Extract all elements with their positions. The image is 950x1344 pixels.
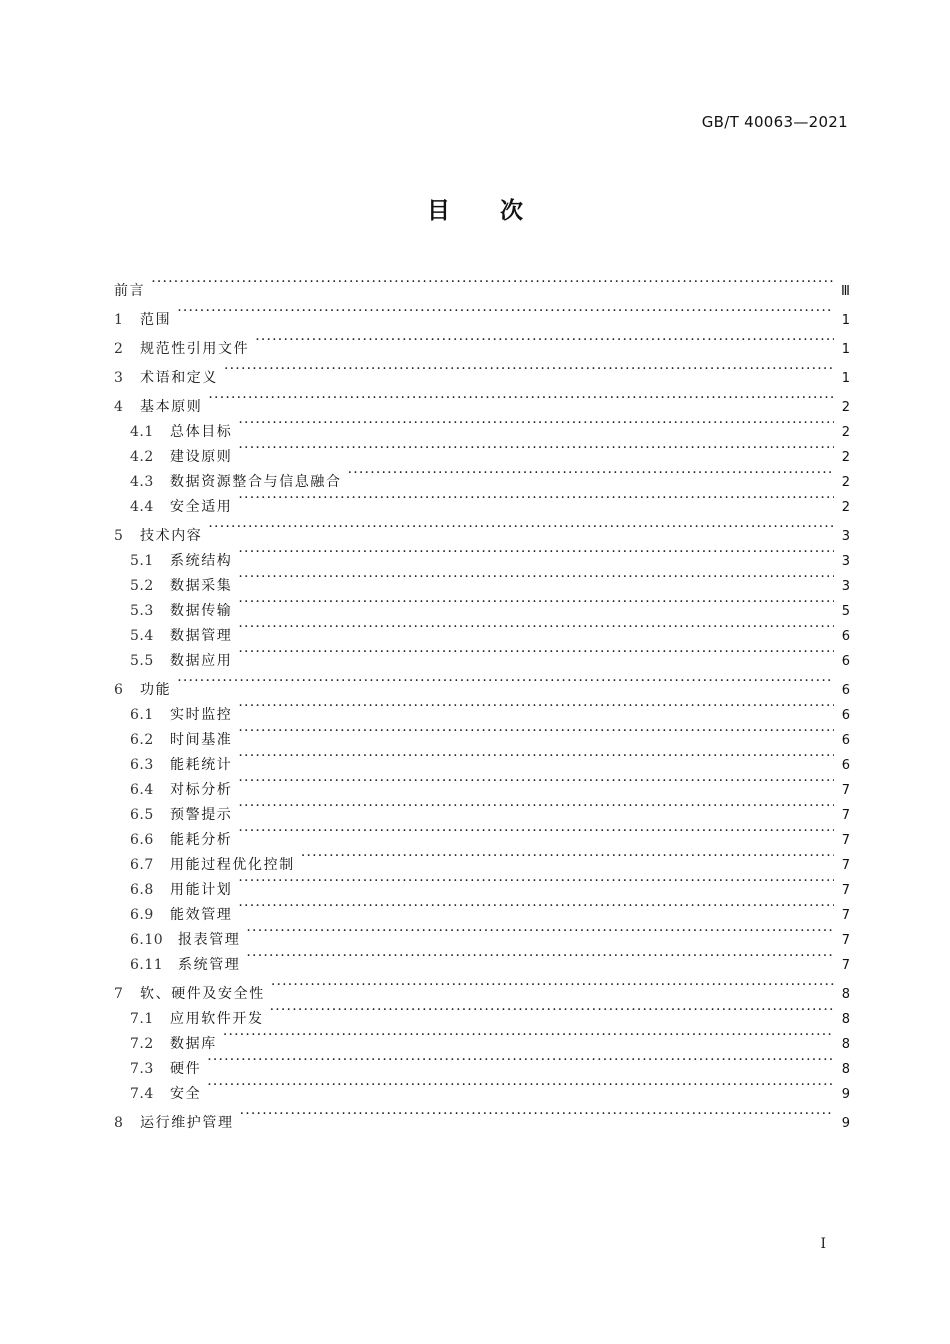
- toc-entry[interactable]: [114, 1023, 850, 1052]
- dot-leader: [240, 1102, 834, 1127]
- toc-entry-page: 7: [841, 808, 850, 823]
- toc-entry-number: 3: [114, 370, 124, 386]
- toc-entry-title: 能耗分析: [170, 832, 233, 848]
- toc-entry-page: 2: [841, 450, 850, 465]
- dot-leader: [223, 1023, 834, 1048]
- toc-entry-title: 用能过程优化控制: [170, 857, 295, 873]
- dot-leader: [238, 411, 834, 436]
- dot-leader: [238, 640, 834, 665]
- dot-leader: [238, 819, 834, 844]
- toc-entry-title: 建设原则: [170, 449, 233, 465]
- dot-leader: [224, 357, 834, 382]
- toc-entry-page: 5: [841, 604, 850, 619]
- toc-entry[interactable]: [114, 299, 850, 328]
- toc-entry-number: 8: [114, 1115, 124, 1131]
- toc-entry-title: 硬件: [170, 1061, 202, 1077]
- dot-leader: [270, 998, 834, 1023]
- dot-leader: [238, 694, 834, 719]
- toc-entry-number: 5.3: [130, 603, 154, 619]
- toc-entry-number: 5.2: [130, 578, 154, 594]
- toc-entry[interactable]: [114, 540, 850, 569]
- toc-entry-number: 5.5: [130, 653, 154, 669]
- dot-leader: [301, 844, 834, 869]
- toc-entry[interactable]: [114, 270, 850, 299]
- dot-leader: [238, 486, 834, 511]
- toc-entry-page: 6: [841, 654, 850, 669]
- toc-entry-title: 预警提示: [170, 807, 233, 823]
- toc-entry-number: 4.4: [130, 499, 154, 515]
- toc-entry-number: 6.11: [130, 957, 164, 973]
- dot-leader: [238, 744, 834, 769]
- dot-leader: [177, 669, 834, 694]
- toc-entry-page: 7: [841, 858, 850, 873]
- toc-entry-page: 3: [841, 529, 850, 544]
- dot-leader: [238, 590, 834, 615]
- toc-entry-title: 数据资源整合与信息融合: [170, 474, 342, 490]
- toc-entry-page: 6: [841, 708, 850, 723]
- dot-leader: [238, 540, 834, 565]
- toc-entry[interactable]: [114, 1073, 850, 1102]
- toc-entry-title: 软、硬件及安全性: [140, 986, 265, 1002]
- toc-entry-number: 7.3: [130, 1061, 154, 1077]
- toc-entry-page: 7: [841, 933, 850, 948]
- toc-entry-number: 4.1: [130, 424, 154, 440]
- toc-entry-number: 6.9: [130, 907, 154, 923]
- toc-entry-title: 功能: [140, 682, 172, 698]
- toc-entry-page: 7: [841, 833, 850, 848]
- toc-entry-page: 7: [841, 958, 850, 973]
- toc-entry-number: 4.2: [130, 449, 154, 465]
- toc-entry-page: 8: [841, 1037, 850, 1052]
- toc-entry-title: 对标分析: [170, 782, 233, 798]
- toc-entry-page: Ⅲ: [841, 284, 850, 299]
- toc-entry-number: 6.1: [130, 707, 154, 723]
- toc-entry-title: 报表管理: [178, 932, 241, 948]
- toc-entry-title: 数据传输: [170, 603, 233, 619]
- toc-entry-number: 6.3: [130, 757, 154, 773]
- toc-entry-page: 7: [841, 783, 850, 798]
- toc-entry-number: 6.7: [130, 857, 154, 873]
- toc-entry-number: 6.2: [130, 732, 154, 748]
- dot-leader: [238, 794, 834, 819]
- toc-entry-page: 9: [841, 1087, 850, 1102]
- dot-leader: [238, 436, 834, 461]
- toc-entry-number: 5: [114, 528, 124, 544]
- toc-entry-page: 6: [841, 733, 850, 748]
- toc-entry-number: 4: [114, 399, 124, 415]
- toc-entry-title: 总体目标: [170, 424, 233, 440]
- dot-leader: [238, 894, 834, 919]
- toc-entry-number: 6.8: [130, 882, 154, 898]
- toc-entry-number: 4.3: [130, 474, 154, 490]
- toc-entry-title: 实时监控: [170, 707, 233, 723]
- table-of-contents: [114, 270, 850, 1131]
- toc-entry[interactable]: [114, 515, 850, 544]
- toc-entry[interactable]: [114, 357, 850, 386]
- toc-entry[interactable]: [114, 1048, 850, 1077]
- dot-leader: [151, 270, 834, 295]
- toc-entry-title: 数据应用: [170, 653, 233, 669]
- toc-entry-title: 前言: [114, 283, 146, 299]
- page-title: 目次: [427, 198, 573, 224]
- toc-entry-title: 运行维护管理: [140, 1115, 234, 1131]
- toc-entry-number: 1: [114, 312, 124, 328]
- toc-entry-title: 技术内容: [140, 528, 203, 544]
- toc-entry-page: 1: [841, 313, 850, 328]
- dot-leader: [238, 615, 834, 640]
- toc-entry-page: 2: [841, 400, 850, 415]
- toc-entry-title: 基本原则: [140, 399, 203, 415]
- dot-leader: [271, 973, 834, 998]
- footer-page-number: Ⅰ: [820, 1236, 826, 1252]
- toc-entry-number: 5.4: [130, 628, 154, 644]
- toc-entry-title: 安全: [170, 1086, 202, 1102]
- toc-entry-title: 范围: [140, 312, 172, 328]
- toc-entry[interactable]: [114, 694, 850, 723]
- toc-entry-page: 6: [841, 683, 850, 698]
- toc-entry-title: 数据管理: [170, 628, 233, 644]
- toc-entry-page: 9: [841, 1116, 850, 1131]
- toc-entry-page: 8: [841, 1012, 850, 1027]
- toc-entry-number: 7.4: [130, 1086, 154, 1102]
- toc-entry-number: 5.1: [130, 553, 154, 569]
- toc-entry-page: 7: [841, 908, 850, 923]
- toc-entry-number: 6.5: [130, 807, 154, 823]
- dot-leader: [255, 328, 834, 353]
- toc-entry-title: 数据采集: [170, 578, 233, 594]
- toc-entry-title: 应用软件开发: [170, 1011, 264, 1027]
- toc-entry-number: 6.6: [130, 832, 154, 848]
- toc-entry-number: 7.1: [130, 1011, 154, 1027]
- dot-leader: [208, 386, 834, 411]
- toc-entry-title: 安全适用: [170, 499, 233, 515]
- toc-entry-number: 7: [114, 986, 124, 1002]
- toc-entry-page: 8: [841, 1062, 850, 1077]
- dot-leader: [348, 461, 834, 486]
- toc-entry-title: 时间基准: [170, 732, 233, 748]
- toc-entry-title: 系统结构: [170, 553, 233, 569]
- toc-entry-page: 8: [841, 987, 850, 1002]
- toc-entry-page: 3: [841, 554, 850, 569]
- toc-entry[interactable]: [114, 411, 850, 440]
- dot-leader: [207, 1048, 834, 1073]
- toc-entry-title: 能耗统计: [170, 757, 233, 773]
- dot-leader: [238, 769, 834, 794]
- toc-entry-title: 数据库: [170, 1036, 217, 1052]
- toc-entry-number: 2: [114, 341, 124, 357]
- toc-entry-number: 6.10: [130, 932, 164, 948]
- dot-leader: [238, 719, 834, 744]
- toc-entry[interactable]: [114, 328, 850, 357]
- dot-leader: [238, 565, 834, 590]
- dot-leader: [207, 1073, 834, 1098]
- toc-entry-page: 6: [841, 629, 850, 644]
- dot-leader: [246, 919, 834, 944]
- toc-entry-title: 用能计划: [170, 882, 233, 898]
- toc-entry[interactable]: [114, 1102, 850, 1131]
- toc-entry-page: 2: [841, 425, 850, 440]
- dot-leader: [246, 944, 834, 969]
- toc-entry-number: 7.2: [130, 1036, 154, 1052]
- dot-leader: [238, 869, 834, 894]
- toc-entry-page: 3: [841, 579, 850, 594]
- dot-leader: [177, 299, 834, 324]
- toc-entry-number: 6.4: [130, 782, 154, 798]
- toc-entry-page: 1: [841, 342, 850, 357]
- toc-entry-title: 能效管理: [170, 907, 233, 923]
- toc-entry-page: 2: [841, 500, 850, 515]
- dot-leader: [208, 515, 834, 540]
- toc-entry[interactable]: [114, 669, 850, 698]
- toc-entry-page: 7: [841, 883, 850, 898]
- toc-entry-title: 规范性引用文件: [140, 341, 250, 357]
- toc-entry-title: 系统管理: [178, 957, 241, 973]
- toc-entry-title: 术语和定义: [140, 370, 218, 386]
- toc-entry-page: 1: [841, 371, 850, 386]
- toc-entry-number: 6: [114, 682, 124, 698]
- toc-entry[interactable]: [114, 386, 850, 415]
- toc-entry-page: 2: [841, 475, 850, 490]
- toc-entry-page: 6: [841, 758, 850, 773]
- standard-code: GB/T 40063—2021: [701, 113, 848, 131]
